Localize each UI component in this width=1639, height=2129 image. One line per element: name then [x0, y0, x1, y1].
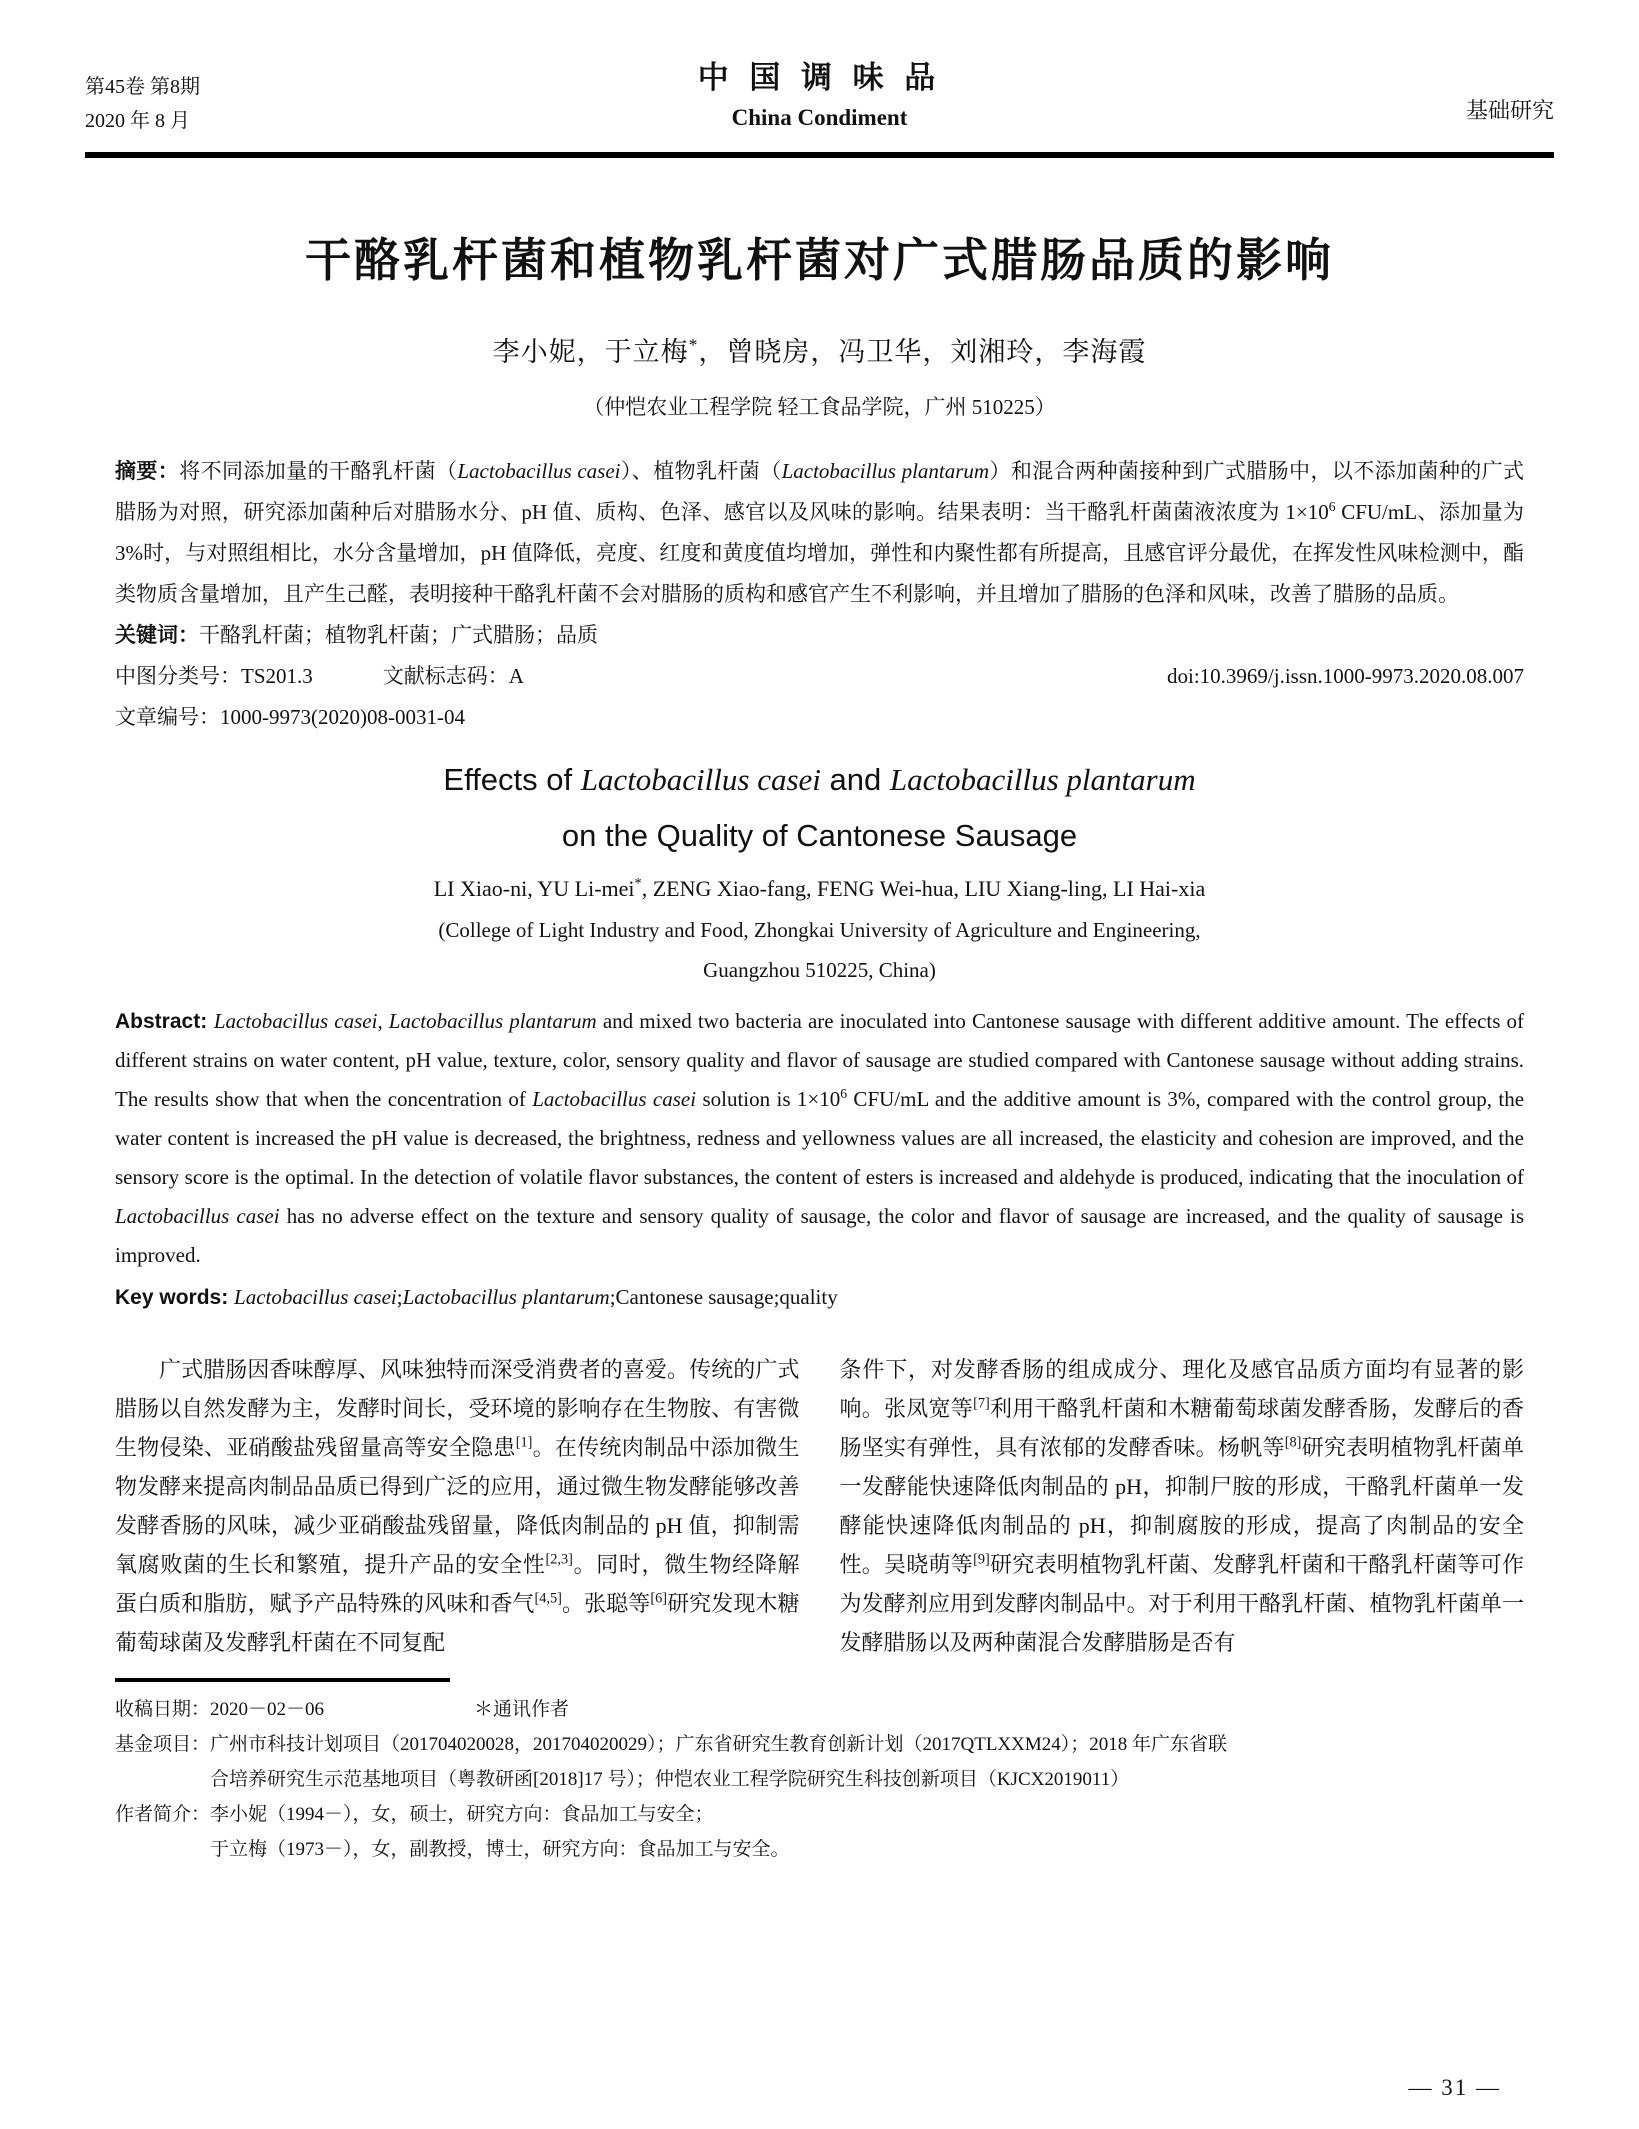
keywords-cn: 关键词：干酪乳杆菌；植物乳杆菌；广式腊肠；品质: [115, 623, 598, 647]
article-title-en-line1: Effects of Lactobacillus casei and Lactobacillus plantarum: [443, 762, 1196, 797]
corresponding-author-note: ＊通讯作者: [474, 1699, 570, 1720]
article-title-en: [115, 752, 1524, 864]
page-number: — 31 —: [1408, 2075, 1501, 2100]
keywords-en: Key words: Lactobacillus casei;Lactobacillus plantarum;Cantonese sausage;quality: [115, 1285, 838, 1309]
document-code: 文献标志码：A: [382, 664, 524, 688]
body-columns: [115, 1350, 1524, 1662]
journal-title-cn: 中 国 调 味 品: [697, 60, 942, 95]
body-left-column: [115, 1350, 800, 1662]
clc-number: 中图分类号：TS201.3: [115, 664, 313, 688]
fund-project-line2: 合培养研究生示范基地项目（粤教研函[2018]17 号）；仲恺农业工程学院研究生科技创新项目（KJCX2019011）: [210, 1769, 1130, 1790]
article-id: 文章编号：1000-9973(2020)08-0031-04: [115, 705, 465, 729]
issue-volume: 第45卷 第8期: [85, 76, 200, 98]
header-rule: [85, 152, 1554, 158]
affiliation-en: [115, 910, 1524, 990]
author-bio-line1: 作者简介：李小妮（1994－），女，硕士，研究方向：食品加工与安全；: [115, 1804, 714, 1825]
column-tag: 基础研究: [1465, 98, 1554, 123]
issue-info: [85, 52, 385, 138]
affiliation-cn: （仲恺农业工程学院 轻工食品学院，广州 510225）: [583, 395, 1056, 419]
authors-cn: 李小妮，于立梅*，曾晓房，冯卫华，刘湘玲，李海霞: [492, 335, 1147, 367]
article-content: [115, 224, 1524, 1867]
doi: doi:10.3969/j.issn.1000-9973.2020.08.007: [1166, 664, 1524, 688]
issue-date: 2020 年 8 月: [85, 110, 190, 132]
affiliation-en-line1: (College of Light Industry and Food, Zhongkai University of Agriculture and Engineering,: [438, 918, 1201, 942]
journal-masthead: [385, 52, 1254, 131]
received-date: 收稿日期：2020－02－06: [115, 1699, 325, 1720]
fund-project-line1: 基金项目：广州市科技计划项目（201704020028，201704020029）；广东省研究生教育创新计划（2017QTLXXM24）；2018 年广东省联: [115, 1734, 1228, 1755]
article-title-en-line2: on the Quality of Cantonese Sausage: [561, 818, 1078, 853]
article-title-cn: 干酪乳杆菌和植物乳杆菌对广式腊肠品质的影响: [305, 234, 1334, 286]
abstract-en: Abstract: Lactobacillus casei, Lactobacillus plantarum and mixed two bacteria are inoculated into Cantonese sausage with different additive amount. The effects of different strains on water content, pH value, texture, color, sensory quality and flavor of sausage are studied compared with Cantonese sausage without adding strains. The results show that when the concentration of Lactobacillus casei solution is $1\times 10^6$ CFU/mL and the additive amount is 3%, compared with the control group, the water content is increased the pH value is decreased, the brightness, redness and yellowness values are all increased, the elasticity and cohesion are improved, and the sensory score is the optimal. In the detection of volatile flavor substances, the content of esters is increased and aldehyde is produced, indicating that the inoculation of Lactobacillus casei has no adverse effect on the texture and sensory quality of sausage, the color and flavor of sausage are increased, and the quality of sausage is improved.: [115, 1009, 1525, 1267]
meta-line: [115, 656, 1524, 697]
affiliation-en-line2: Guangzhou 510225, China): [703, 958, 936, 982]
footnote-rule: [115, 1678, 450, 1682]
page-header: [85, 52, 1554, 138]
authors-en: LI Xiao-ni, YU Li-mei*, ZENG Xiao-fang, FENG Wei-hua, LIU Xiang-ling, LI Hai-xia: [433, 875, 1206, 901]
journal-title-en: China Condiment: [731, 105, 908, 130]
footnote-block: [115, 1678, 1524, 1867]
body-right-column: [840, 1350, 1525, 1662]
footnote-received-row: [115, 1692, 1524, 1727]
abstract-cn: 摘要：将不同添加量的干酪乳杆菌（Lactobacillus casei）、植物乳杆菌（Lactobacillus plantarum）和混合两种菌接种到广式腊肠中，以不添加菌种的广式腊肠为对照，研究添加菌种后对腊肠水分、pH 值、质构、色泽、感官以及风味的影响。结果表明：当干酪乳杆菌菌液浓度为 $1\times 10^6$ CFU/mL、添加量为 3%时，与对照组相比，水分含量增加，pH 值降低，亮度、红度和黄度值均增加，弹性和内聚性都有所提高，且感官评分最优，在挥发性风味检测中，酯类物质含量增加，且产生己醛，表明接种干酪乳杆菌不会对腊肠的质构和感官产生不利影响，并且增加了腊肠的色泽和风味，改善了腊肠的品质。: [115, 459, 1525, 606]
footnote-text: [115, 1692, 1524, 1867]
body-left-paragraph: 广式腊肠因香味醇厚、风味独特而深受消费者的喜爱。传统的广式腊肠以自然发酵为主，发酵时间长，受环境的影响存在生物胺、有害微生物侵染、亚硝酸盐残留量高等安全隐患[1]。在传统肉制品中添加微生物发酵来提高肉制品品质已得到广泛的应用，通过微生物发酵能够改善发酵香肠的风味，减少亚硝酸盐残留量，降低肉制品的 pH 值，抑制需氧腐败菌的生长和繁殖，提升产品的安全性[2,3]。同时，微生物经降解蛋白质和脂肪，赋予产品特殊的风味和香气[4,5]。张聪等[6]研究发现木糖葡萄球菌及发酵乳杆菌在不同复配: [115, 1357, 800, 1655]
body-right-paragraph: 条件下，对发酵香肠的组成成分、理化及感官品质方面均有显著的影响。张凤宽等[7]利用干酪乳杆菌和木糖葡萄球菌发酵香肠，发酵后的香肠坚实有弹性，具有浓郁的发酵香味。杨帆等[8]研究表明植物乳杆菌单一发酵能快速降低肉制品的 pH，抑制尸胺的形成，干酪乳杆菌单一发酵能快速降低肉制品的 pH，抑制腐胺的形成，提高了肉制品的安全性。吴晓萌等[9]研究表明植物乳杆菌、发酵乳杆菌和干酪乳杆菌等可作为发酵剂应用到发酵肉制品中。对于利用干酪乳杆菌、植物乳杆菌单一发酵腊肠以及两种菌混合发酵腊肠是否有: [839, 1357, 1524, 1655]
author-bio-line2: 于立梅（1973－），女，副教授，博士，研究方向：食品加工与安全。: [210, 1839, 790, 1860]
